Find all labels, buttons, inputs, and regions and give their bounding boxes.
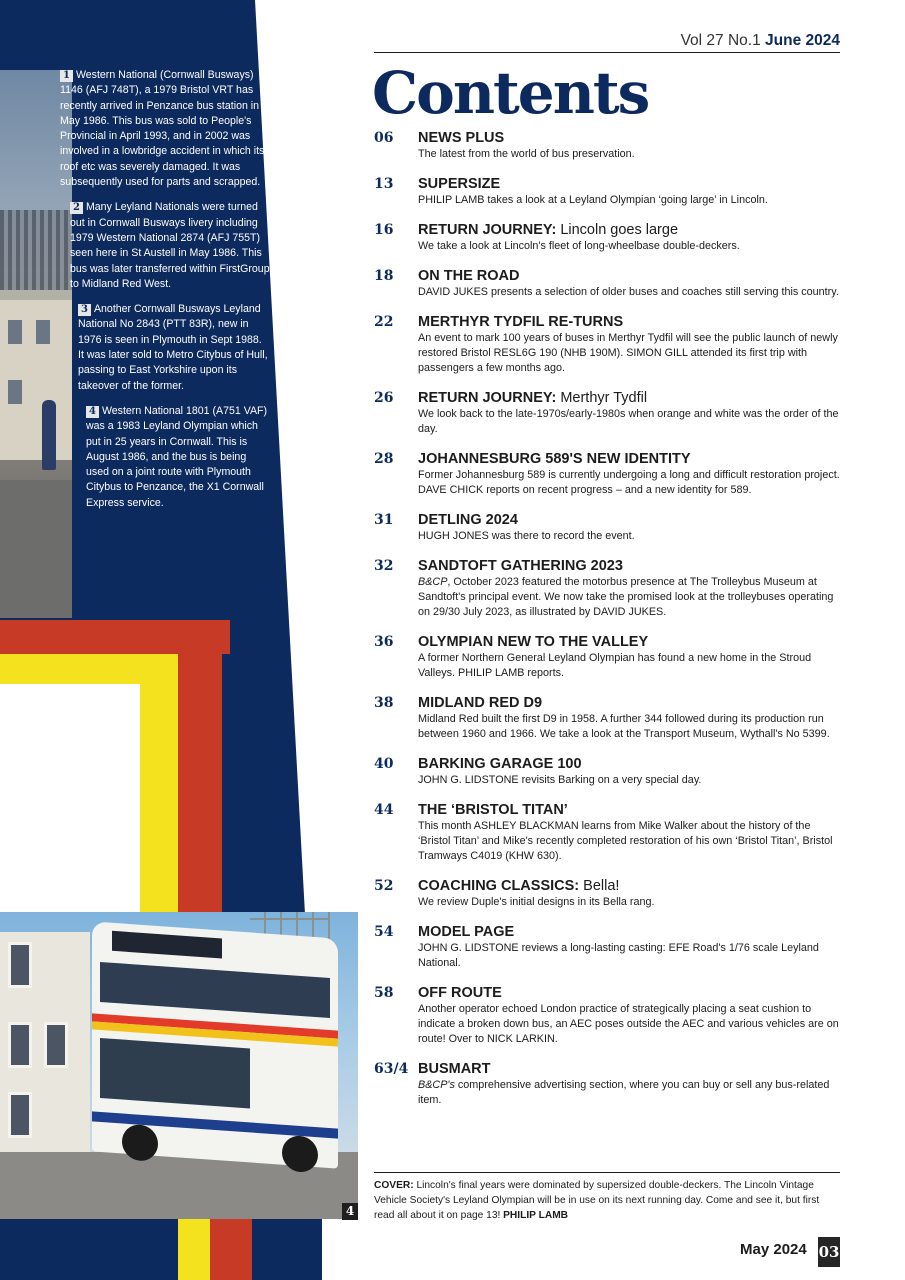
- toc-desc-lead: B&CP's: [418, 1079, 455, 1091]
- stripe-red-vertical: [178, 654, 222, 920]
- toc-description: , October 2023 featured the motorbus presence at The Trolleybus Museum at Sandtoft's principal event. We now take the promised look at the trolleybuses operating on 29/30 July 2023, as illustrated by DAVID JUKES.: [418, 576, 834, 618]
- photo-captions: [60, 68, 270, 521]
- bus-destination-blind: [112, 931, 222, 959]
- toc-page-number: 28: [374, 451, 394, 467]
- issue-month: June 2024: [765, 32, 840, 49]
- toc-entry[interactable]: [374, 924, 840, 971]
- toc-entry[interactable]: [374, 512, 840, 544]
- toc-title: BUSMART: [418, 1061, 491, 1077]
- caption-number: 3: [78, 304, 91, 316]
- toc-title: OLYMPIAN NEW TO THE VALLEY: [418, 634, 649, 650]
- caption-4: [86, 404, 270, 511]
- cover-credit: PHILIP LAMB: [503, 1210, 569, 1221]
- issue-line: [374, 32, 840, 53]
- toc-title: MERTHYR TYDFIL RE-TURNS: [418, 314, 624, 330]
- toc-entry[interactable]: [374, 756, 840, 788]
- caption-text: Another Cornwall Busways Leyland National No 2843 (PTT 83R), new in 1976 is seen in Plymouth in Sept 1988. It was later sold to Metro Citybus of Hull, passing to East Yorkshire upon its takeover of the former.: [78, 303, 268, 392]
- caption-3: [78, 302, 270, 394]
- caption-text: Western National 1801 (A751 VAF) was a 1983 Leyland Olympian which put in 25 years in Cornwall. This is August 1986, and the bus is being used on a joint route with Plymouth Citybus to Penzance, the X1 Cornwall Express service.: [86, 404, 268, 509]
- caption-number: 1: [60, 70, 73, 82]
- issue-volume: Vol 27 No.1: [680, 32, 761, 49]
- toc-entry[interactable]: [374, 314, 840, 376]
- toc-entry[interactable]: [374, 390, 840, 437]
- toc-page-number: 13: [374, 176, 394, 192]
- bottom-red: [210, 1219, 252, 1280]
- toc-entry[interactable]: [374, 222, 840, 254]
- toc-title: ON THE ROAD: [418, 268, 520, 284]
- toc-page-number: 52: [374, 878, 394, 894]
- toc-subtitle: Bella!: [579, 878, 620, 894]
- bus-illustration: [92, 921, 338, 1168]
- bottom-white: [322, 1219, 360, 1280]
- toc-page-number: 16: [374, 222, 394, 238]
- toc-page-number: 32: [374, 558, 394, 574]
- footer-date: May 2024: [740, 1241, 807, 1258]
- toc-description: The latest from the world of bus preservation.: [418, 148, 635, 160]
- toc-description: Another operator echoed London practice of strategically placing a seat cushion to indicate a broken down bus, an AEC poses outside the AEC and various vehicles are on route! Over to NICK LARKIN.: [418, 1003, 839, 1045]
- toc-title: BARKING GARAGE 100: [418, 756, 582, 772]
- caption-2: [70, 200, 270, 292]
- toc-description: We take a look at Lincoln's fleet of long-wheelbase double-deckers.: [418, 240, 740, 252]
- photo-window: [44, 1022, 68, 1068]
- toc-title: SUPERSIZE: [418, 176, 501, 192]
- toc-description: JOHN G. LIDSTONE revisits Barking on a very special day.: [418, 774, 702, 786]
- photo-number-badge: 4: [342, 1203, 358, 1220]
- photo-window: [8, 1092, 32, 1138]
- cover-note: [374, 1172, 840, 1223]
- toc-title: MODEL PAGE: [418, 924, 515, 940]
- cover-text: Lincoln's final years were dominated by supersized double-deckers. The Lincoln Vintage Vehicle Society's Leyland Olympian will be in use on its next running day. Come and see it, but first read all about it on page 13!: [374, 1180, 820, 1221]
- bus-upper-windows: [100, 962, 330, 1018]
- photo-window: [8, 320, 22, 344]
- toc-page-number: 22: [374, 314, 394, 330]
- page-number: 03: [818, 1237, 840, 1267]
- table-of-contents: [374, 130, 840, 1122]
- toc-entry[interactable]: [374, 878, 840, 910]
- photo-window: [8, 1022, 32, 1068]
- bottom-livery-stripes: [0, 1219, 360, 1280]
- toc-description: HUGH JONES was there to record the event.: [418, 530, 635, 542]
- toc-page-number: 18: [374, 268, 394, 284]
- toc-entry[interactable]: [374, 802, 840, 864]
- toc-subtitle: Merthyr Tydfil: [556, 390, 648, 406]
- photo-window: [8, 942, 32, 988]
- toc-title: COACHING CLASSICS:: [418, 878, 580, 894]
- toc-entry[interactable]: [374, 634, 840, 681]
- toc-title: THE ‘BRISTOL TITAN’: [418, 802, 568, 818]
- toc-page-number: 36: [374, 634, 394, 650]
- toc-entry[interactable]: [374, 451, 840, 498]
- photo-window: [8, 380, 22, 404]
- photo-person: [42, 400, 56, 470]
- photo-house: [0, 932, 90, 1162]
- toc-page-number: 44: [374, 802, 394, 818]
- toc-page-number: 63/4: [374, 1061, 409, 1077]
- toc-entry[interactable]: [374, 695, 840, 742]
- toc-title: DETLING 2024: [418, 512, 518, 528]
- stripe-red-top: [0, 620, 230, 654]
- toc-entry[interactable]: [374, 130, 840, 162]
- stripe-yellow-vertical: [140, 654, 178, 920]
- toc-entry[interactable]: [374, 176, 840, 208]
- toc-description: JOHN G. LIDSTONE reviews a long-lasting casting: EFE Road's 1/76 scale Leyland National.: [418, 942, 819, 969]
- page-title: Contents: [372, 59, 649, 127]
- toc-page-number: 26: [374, 390, 394, 406]
- toc-description: A former Northern General Leyland Olympian has found a new home in the Stroud Valleys. PHILIP LAMB reports.: [418, 652, 812, 679]
- toc-page-number: 40: [374, 756, 394, 772]
- bus-lower-windows: [100, 1038, 250, 1108]
- stripe-white-panel: [0, 684, 140, 920]
- toc-entry[interactable]: [374, 558, 840, 620]
- toc-page-number: 54: [374, 924, 394, 940]
- toc-description: comprehensive advertising section, where you can buy or sell any bus-related item.: [418, 1079, 830, 1106]
- toc-page-number: 31: [374, 512, 394, 528]
- toc-subtitle: Lincoln goes large: [556, 222, 679, 238]
- toc-description: This month ASHLEY BLACKMAN learns from Mike Walker about the history of the ‘Bristol Titan’ and Mike's recently completed restoration of his own ‘Bristol Titan’, Bristol Tramways C4019 (KHW 630).: [418, 820, 833, 862]
- toc-description: DAVID JUKES presents a selection of older buses and coaches still serving this country.: [418, 286, 839, 298]
- photo-olympian-bus: [0, 912, 358, 1219]
- toc-title: NEWS PLUS: [418, 130, 505, 146]
- toc-description: Former Johannesburg 589 is currently undergoing a long and difficult restoration project. DAVE CHICK reports on recent progress – and a new identity for 589.: [418, 469, 840, 496]
- toc-title: MIDLAND RED D9: [418, 695, 543, 711]
- toc-description: We review Duple's initial designs in its Bella rang.: [418, 896, 655, 908]
- toc-description: PHILIP LAMB takes a look at a Leyland Olympian ‘going large’ in Lincoln.: [418, 194, 768, 206]
- toc-page-number: 38: [374, 695, 394, 711]
- toc-title: SANDTOFT GATHERING 2023: [418, 558, 623, 574]
- toc-description: Midland Red built the first D9 in 1958. A further 344 followed during its production run between 1960 and 1966. We take a look at the Transport Museum, Wythall's No 5399.: [418, 713, 830, 740]
- caption-number: 2: [70, 202, 83, 214]
- toc-title: JOHANNESBURG 589'S NEW IDENTITY: [418, 451, 691, 467]
- toc-description: An event to mark 100 years of buses in Merthyr Tydfil will see the public launch of newly restored Bristol RESL6G 190 (NHB 190M). SIMON GILL attended its first trip with passengers a few months ago.: [418, 332, 838, 374]
- toc-page-number: 58: [374, 985, 394, 1001]
- toc-entry[interactable]: [374, 985, 840, 1047]
- caption-text: Many Leyland Nationals were turned out in Cornwall Busways livery including 1979 Western National 2874 (AFJ 755T) seen here in St Austell in May 1986. This bus was later transferred within FirstGroup to Midland Red West.: [70, 201, 270, 290]
- caption-text: Western National (Cornwall Busways) 1146 (AFJ 748T), a 1979 Bristol VRT has recently arrived in Penzance bus station in May 1986. This bus was sold to People's Provincial in April 1993, and in 2002 was involved in a lowbridge accident in which its roof etc was severely damaged. It was subsequently used for parts and scrapped.: [60, 69, 265, 189]
- toc-description: We look back to the late-1970s/early-1980s when orange and white was the order of the day.: [418, 408, 839, 435]
- toc-entry[interactable]: [374, 268, 840, 300]
- toc-title: RETURN JOURNEY:: [418, 222, 557, 238]
- bottom-yellow: [178, 1219, 210, 1280]
- toc-desc-lead: B&CP: [418, 576, 448, 588]
- toc-page-number: 06: [374, 130, 394, 146]
- toc-title: OFF ROUTE: [418, 985, 502, 1001]
- photo-window: [36, 320, 50, 344]
- toc-title: RETURN JOURNEY:: [418, 390, 557, 406]
- toc-entry[interactable]: [374, 1061, 840, 1108]
- caption-1: [60, 68, 270, 190]
- caption-number: 4: [86, 406, 99, 418]
- livery-stripes: [0, 620, 240, 920]
- cover-label: COVER:: [374, 1180, 414, 1191]
